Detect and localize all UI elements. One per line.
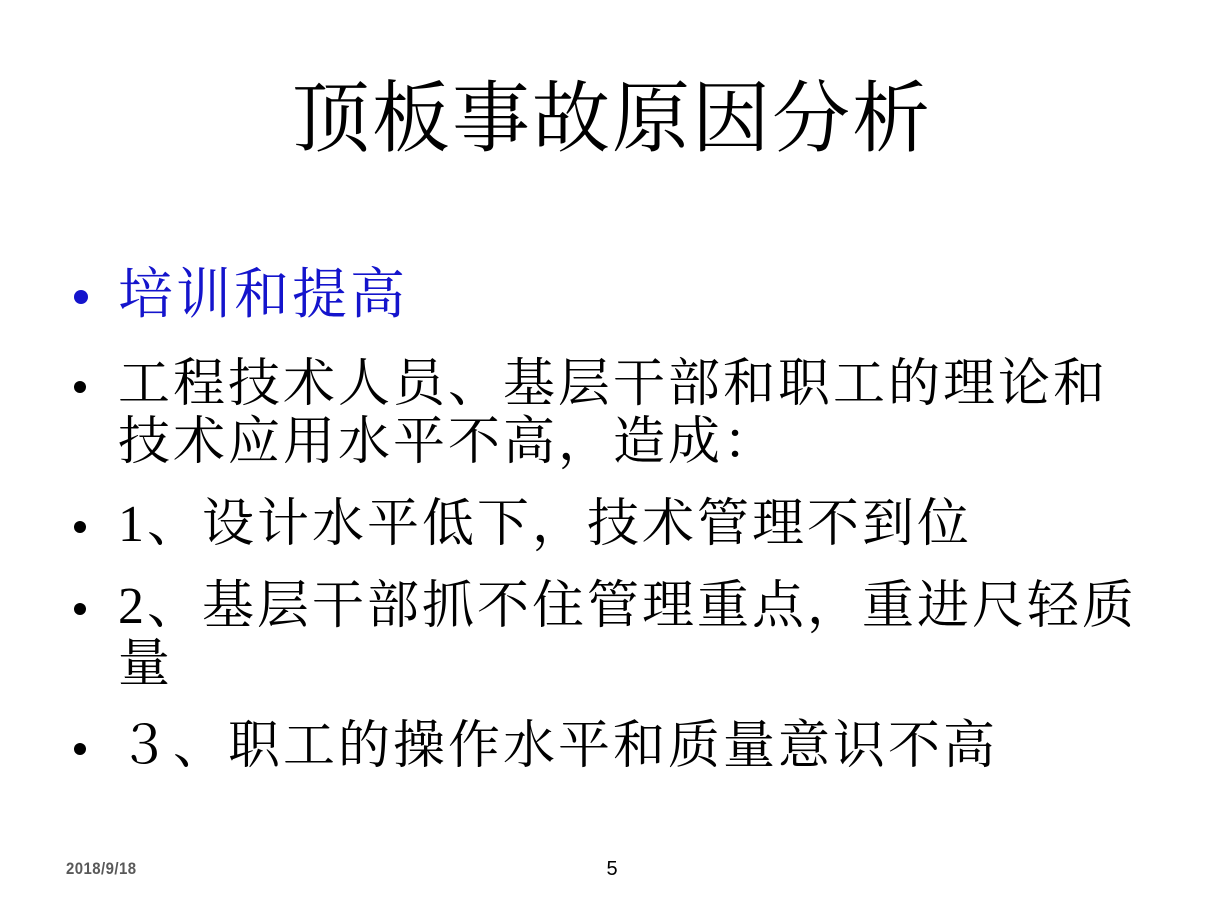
bullet-dot-icon [74,521,86,533]
page-number: 5 [606,858,618,880]
bullet-item-1 [66,496,1158,554]
bullet-dot-icon [74,381,86,393]
bullet-dot-icon [74,743,86,755]
bullet-item-cause-overview [66,356,1158,472]
bullet-text: 1、设计水平低下，技术管理不到位 [118,496,973,553]
bullet-marker [66,496,118,533]
bullet-text: 2、基层干部抓不住管理重点，重进尺轻质量 [118,578,1138,693]
slide-title: 顶板事故原因分析 [291,75,932,162]
bullet-dot-icon [74,603,86,615]
bullet-item-2 [66,578,1158,694]
bullet-marker [66,718,118,755]
bullet-marker [66,578,118,615]
bullet-text: 培训和提高 [118,264,409,325]
bullet-list [66,262,1158,800]
bullet-marker [66,262,118,304]
bullet-marker [66,356,118,393]
bullet-dot-icon [74,290,88,304]
bullet-text: 工程技术人员、基层干部和职工的理论和技术应用水平不高，造成： [118,356,1109,471]
footer-date: 2018/9/18 [66,859,137,878]
bullet-text: ３、职工的操作水平和质量意识不高 [118,718,999,775]
bullet-item-training [66,262,1158,328]
bullet-item-3 [66,718,1158,776]
